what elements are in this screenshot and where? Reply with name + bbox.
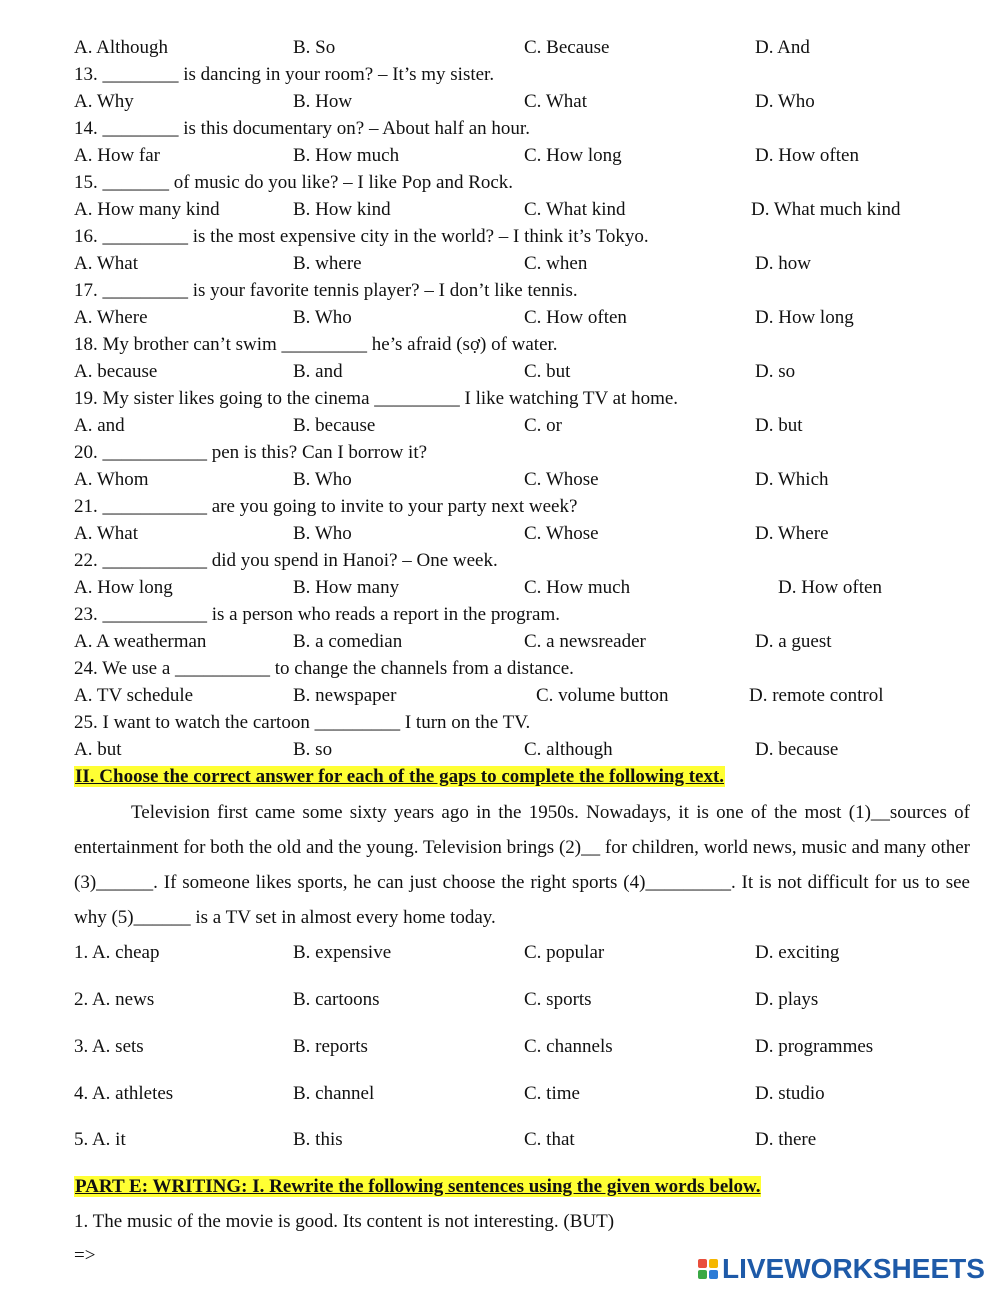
question-22: 22. ___________ did you spend in Hanoi? – One week. — [74, 550, 498, 571]
answer-option[interactable]: B. reports — [293, 1036, 368, 1057]
answer-option[interactable]: B. expensive — [293, 942, 392, 963]
options-row — [74, 577, 974, 599]
section-2-heading — [74, 766, 725, 788]
answer-option[interactable]: D. How often — [755, 145, 859, 166]
section-2-heading-text: II. Choose the correct answer for each of the gaps to complete the following text. — [75, 766, 725, 787]
options-row — [74, 415, 974, 437]
writing-question-1: 1. The music of the movie is good. Its content is not interesting. (BUT) — [74, 1211, 615, 1232]
answer-option[interactable]: B. Who — [293, 307, 352, 328]
options-row — [74, 307, 974, 329]
answer-option[interactable]: A. Whom — [74, 469, 149, 490]
answer-option[interactable]: A. How many kind — [74, 199, 220, 220]
passage-answer-row — [74, 942, 974, 964]
question-21: 21. ___________ are you going to invite to your party next week? — [74, 496, 578, 517]
answer-option[interactable]: B. How — [293, 91, 353, 112]
question-24: 24. We use a __________ to change the channels from a distance. — [74, 658, 574, 679]
options-row — [74, 91, 974, 113]
answer-option[interactable]: B. Who — [293, 469, 352, 490]
answer-option[interactable]: D. Who — [755, 91, 815, 112]
answer-option[interactable]: C. Whose — [524, 469, 599, 490]
answer-option[interactable]: C. time — [524, 1083, 580, 1104]
options-row — [74, 685, 974, 707]
passage: Television first came some sixty years ago in the 1950s. Nowadays, it is one of the most (1)__sources of entertainment for both the old and the young. Television brings (2)__ for children, world news, music and many other (3)______. If someone likes sports, he can just choose the right sports (4)_________. It is not difficult for us to see why (5)______ is a TV set in almost every home today. — [74, 802, 970, 928]
answer-option[interactable]: D. studio — [755, 1083, 825, 1104]
answer-option[interactable]: C. What kind — [524, 199, 626, 220]
answer-option[interactable]: A. because — [74, 361, 158, 382]
answer-option[interactable]: C. or — [524, 415, 562, 436]
answer-option[interactable]: D. remote control — [749, 685, 884, 706]
passage-answer-row — [74, 1083, 974, 1105]
logo-square-yellow — [709, 1259, 718, 1268]
answer-option[interactable]: B. newspaper — [293, 685, 397, 706]
answer-option[interactable]: C. What — [524, 91, 587, 112]
options-row — [74, 37, 974, 59]
answer-option[interactable]: 5. A. it — [74, 1129, 126, 1150]
question-15: 15. _______ of music do you like? – I like Pop and Rock. — [74, 172, 514, 193]
answer-option[interactable]: A. and — [74, 415, 125, 436]
answer-option[interactable]: C. sports — [524, 989, 592, 1010]
answer-option[interactable]: 4. A. athletes — [74, 1083, 174, 1104]
logo-square-red — [698, 1259, 707, 1268]
answer-option[interactable]: D. but — [755, 415, 803, 436]
passage-answer-row — [74, 1129, 974, 1151]
answer-option[interactable]: B. So — [293, 37, 336, 58]
answer-option[interactable]: C. How often — [524, 307, 627, 328]
answer-option[interactable]: C. but — [524, 361, 571, 382]
question-20: 20. ___________ pen is this? Can I borrow it? — [74, 442, 428, 463]
answer-option[interactable]: D. Which — [755, 469, 829, 490]
question-17: 17. _________ is your favorite tennis player? – I don’t like tennis. — [74, 280, 578, 301]
answer-option[interactable]: C. that — [524, 1129, 575, 1150]
answer-option[interactable]: D. exciting — [755, 942, 840, 963]
answer-option[interactable]: C. popular — [524, 942, 605, 963]
answer-option[interactable]: C. a newsreader — [524, 631, 646, 652]
answer-option[interactable]: D. How often — [778, 577, 882, 598]
answer-option[interactable]: A. What — [74, 523, 139, 544]
answer-option[interactable]: B. this — [293, 1129, 343, 1150]
logo-square-blue — [709, 1270, 718, 1279]
answer-option[interactable]: D. because — [755, 739, 839, 760]
passage-answer-row — [74, 1036, 974, 1058]
answer-option[interactable]: C. channels — [524, 1036, 613, 1057]
passage-answer-row — [74, 989, 974, 1011]
answer-option[interactable]: B. How kind — [293, 199, 391, 220]
answer-option[interactable]: B. where — [293, 253, 362, 274]
logo-text: LIVEWORKSHEETS — [722, 1253, 985, 1284]
question-18: 18. My brother can’t swim _________ he’s afraid (sợ) of water. — [74, 334, 558, 355]
answer-option[interactable]: D. so — [755, 361, 796, 382]
answer-option[interactable]: C. How much — [524, 577, 631, 598]
answer-option[interactable]: B. channel — [293, 1083, 375, 1104]
options-row — [74, 739, 974, 761]
answer-option[interactable]: A. Where — [74, 307, 148, 328]
answer-option[interactable]: D. there — [755, 1129, 817, 1150]
answer-option[interactable]: D. plays — [755, 989, 819, 1010]
answer-option[interactable]: B. How many — [293, 577, 400, 598]
question-23: 23. ___________ is a person who reads a report in the program. — [74, 604, 560, 625]
answer-option[interactable]: C. Whose — [524, 523, 599, 544]
question-19: 19. My sister likes going to the cinema _________ I like watching TV at home. — [74, 388, 679, 409]
options-row — [74, 361, 974, 383]
options-row — [74, 469, 974, 491]
answer-option[interactable]: C. How long — [524, 145, 622, 166]
answer-option[interactable]: D. What much kind — [751, 199, 901, 220]
question-13: 13. ________ is dancing in your room? – It’s my sister. — [74, 64, 495, 85]
answer-option[interactable]: B. cartoons — [293, 989, 380, 1010]
answer-option[interactable]: C. Because — [524, 37, 610, 58]
part-e-heading-text: PART E: WRITING: I. Rewrite the following sentences using the given words below. — [75, 1176, 761, 1197]
answer-option[interactable]: B. a comedian — [293, 631, 403, 652]
question-25: 25. I want to watch the cartoon _________ I turn on the TV. — [74, 712, 531, 733]
answer-option[interactable]: D. how — [755, 253, 811, 274]
options-row — [74, 253, 974, 275]
answer-option[interactable]: D. programmes — [755, 1036, 874, 1057]
answer-option[interactable]: C. volume button — [536, 685, 669, 706]
question-14: 14. ________ is this documentary on? – About half an hour. — [74, 118, 530, 139]
logo-icon — [698, 1259, 718, 1279]
answer-option[interactable]: 2. A. news — [74, 989, 155, 1010]
options-row — [74, 145, 974, 167]
answer-option[interactable]: A. Why — [74, 91, 134, 112]
options-row — [74, 523, 974, 545]
answer-option[interactable]: B. because — [293, 415, 376, 436]
answer-option[interactable]: 1. A. cheap — [74, 942, 160, 963]
options-row — [74, 631, 974, 653]
liveworksheets-logo[interactable] — [698, 1254, 985, 1284]
answer-option[interactable]: D. a guest — [755, 631, 832, 652]
answer-arrow: => — [74, 1245, 96, 1266]
answer-option[interactable]: B. Who — [293, 523, 352, 544]
answer-option[interactable]: 3. A. sets — [74, 1036, 144, 1057]
answer-option[interactable]: B. and — [293, 361, 343, 382]
options-row — [74, 199, 974, 221]
answer-option[interactable]: D. Where — [755, 523, 829, 544]
part-e-heading — [74, 1176, 761, 1198]
answer-option[interactable]: D. And — [755, 37, 810, 58]
answer-option[interactable]: B. so — [293, 739, 333, 760]
answer-option[interactable]: C. although — [524, 739, 613, 760]
answer-option[interactable]: A. A weatherman — [74, 631, 207, 652]
answer-option[interactable]: A. Although — [74, 37, 168, 58]
answer-option[interactable]: A. TV schedule — [74, 685, 194, 706]
question-16: 16. _________ is the most expensive city in the world? – I think it’s Tokyo. — [74, 226, 649, 247]
answer-option[interactable]: C. when — [524, 253, 588, 274]
logo-square-green — [698, 1270, 707, 1279]
answer-option[interactable]: A. What — [74, 253, 139, 274]
answer-option[interactable]: A. How long — [74, 577, 173, 598]
answer-option[interactable]: D. How long — [755, 307, 854, 328]
answer-option[interactable]: B. How much — [293, 145, 400, 166]
answer-option[interactable]: A. How far — [74, 145, 161, 166]
answer-option[interactable]: A. but — [74, 739, 122, 760]
